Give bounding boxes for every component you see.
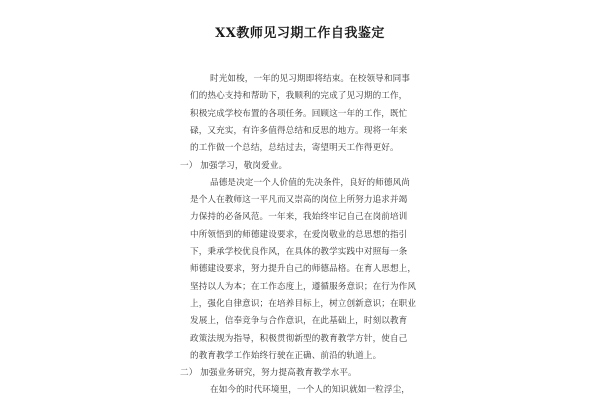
paragraph-line: 们的热心支持和帮助下，我顺利的完成了见习期的工作， xyxy=(190,91,408,102)
section-heading: 二） 加强业务研究，努力提高教育教学水平。 xyxy=(180,368,357,379)
paragraph-line: 上，强化自律意识；在培养目标上，树立创新意识；在职业 xyxy=(190,298,417,309)
paragraph-line: 时光如梭，一年的见习期即将结束。在校领导和同事 xyxy=(210,74,410,84)
paragraph-line: 是个人在教师这一平凡而又崇高的岗位上所努力追求并竭 xyxy=(190,195,408,206)
paragraph-line: 坚持以人为本；在工作态度上，遵循服务意识；在行为作风 xyxy=(190,281,417,292)
paragraph-line: 在如今的时代环境里，一个人的知识就如一粒浮尘， xyxy=(210,385,410,396)
paragraph-line: 发展上，信奉竞争与合作意识，在此基础上，时刻以教育 xyxy=(190,316,408,327)
paragraph-line: 的工作做一个总结，总结过去，寄望明天工作得更好。 xyxy=(190,143,399,154)
document-title: XX教师见习期工作自我鉴定 xyxy=(215,26,385,41)
paragraph-line: 品德是决定一个人价值的先决条件，良好的师德风尚 xyxy=(210,177,410,188)
paragraph-line: 的教育教学工作始终行驶在正确、前沿的轨道上。 xyxy=(190,350,382,361)
paragraph-line: 碌，又充实，有许多值得总结和反思的地方。现将一年来 xyxy=(190,125,408,136)
paragraph-line: 政策法规为指导，积极贯彻新型的教育教学方针，使自己 xyxy=(190,333,408,344)
paragraph-line: 积极完成学校布置的各项任务。回顾这一年的工作，既忙 xyxy=(190,108,408,119)
paragraph-line: 师德建设要求，努力提升自己的师德品格。在育人思想上， xyxy=(190,264,417,275)
paragraph-line: 力保持的必备风范。一年来，我始终牢记自己在岗前培训 xyxy=(190,212,408,223)
paragraph-line: 中所领悟到的师德建设要求，在爱岗敬业的总思想的指引 xyxy=(190,229,408,240)
section-heading: 一） 加强学习，敬岗爱业。 xyxy=(180,160,288,171)
paragraph-line: 下，秉承学校优良作风，在具体的教学实践中对照每一条 xyxy=(190,247,408,257)
